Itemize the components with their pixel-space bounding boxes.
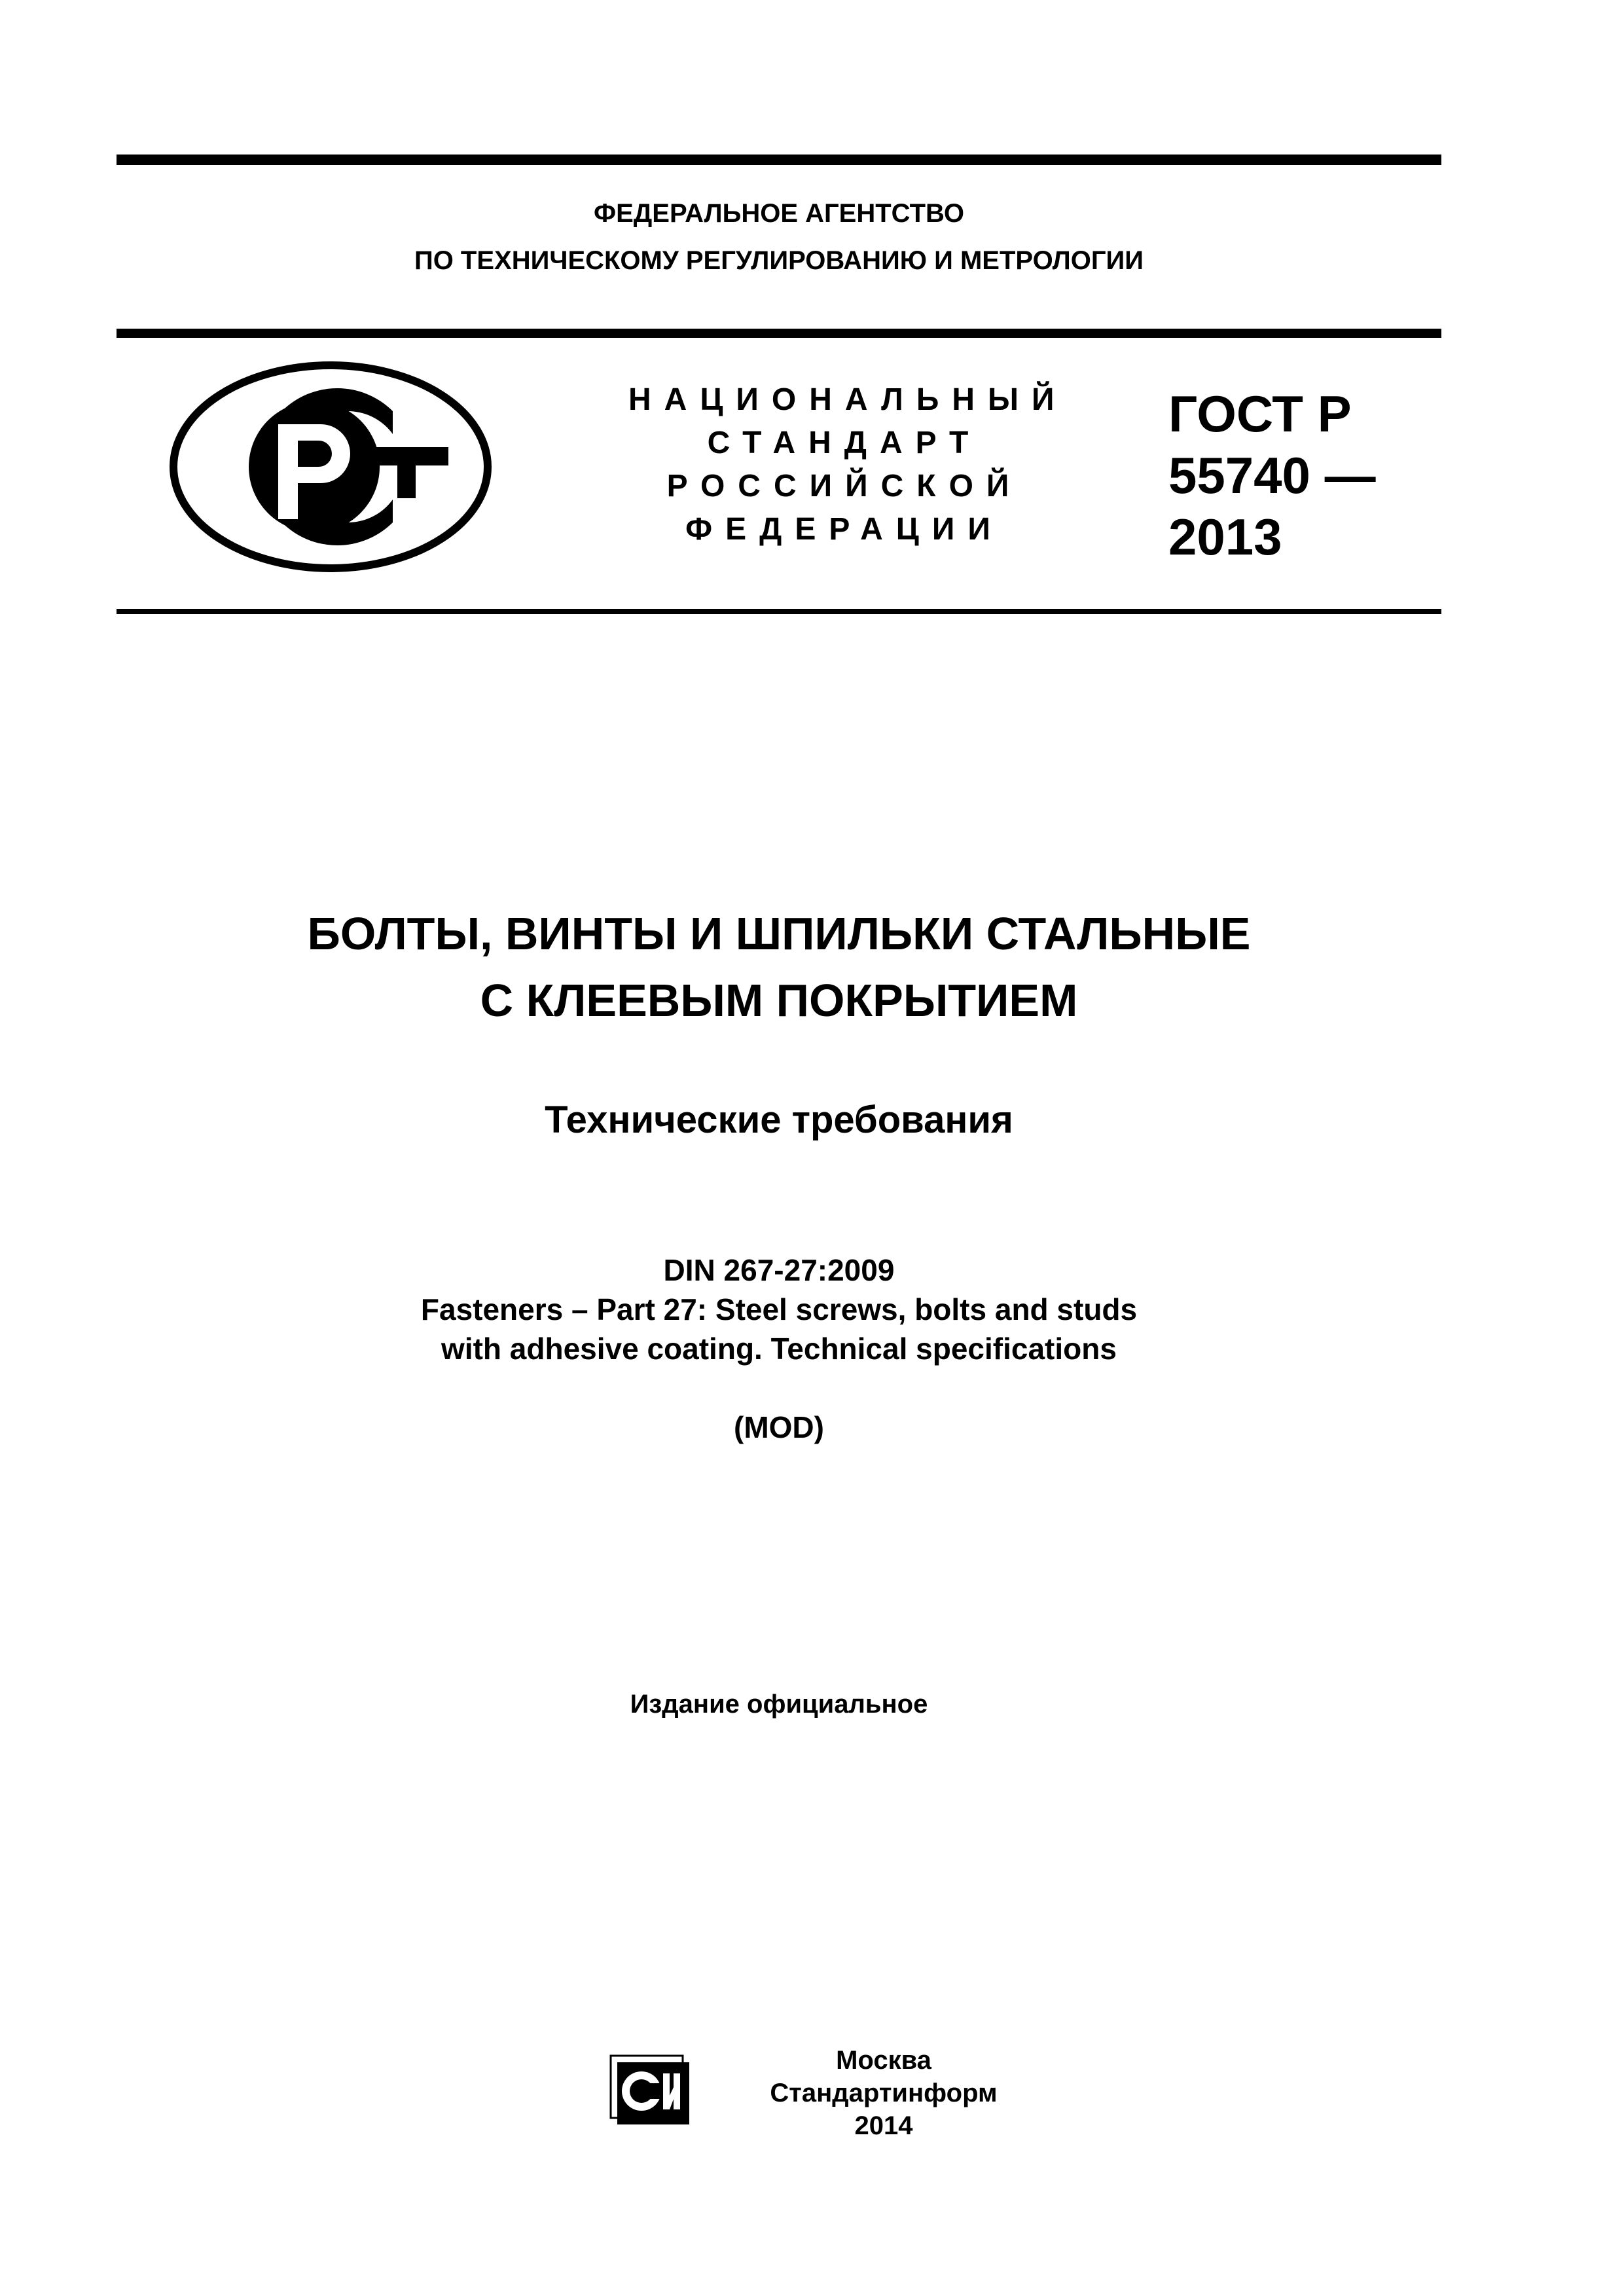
- national-line-1: НАЦИОНАЛЬНЫЙ: [628, 382, 1068, 417]
- publisher-year: 2014: [854, 2111, 913, 2140]
- reference-line-1: DIN 267-27:2009: [663, 1253, 895, 1287]
- gost-line-1: ГОСТ Р: [1168, 385, 1352, 443]
- modification-label: (MOD): [734, 1410, 824, 1444]
- title-line-2: С КЛЕЕВЫМ ПОКРЫТИЕМ: [480, 975, 1078, 1026]
- edition-label: Издание официальное: [630, 1690, 928, 1719]
- national-standard-label: [628, 378, 1068, 551]
- document-title: [117, 900, 1441, 1034]
- header-bottom-rule: [117, 609, 1441, 614]
- reference-standard: [117, 1250, 1441, 1368]
- publisher-city: Москва: [836, 2046, 931, 2075]
- title-line-1: БОЛТЫ, ВИНТЫ И ШПИЛЬКИ СТАЛЬНЫЕ: [307, 908, 1251, 959]
- rst-certification-mark-icon: [167, 359, 494, 575]
- national-line-4: ФЕДЕРАЦИИ: [685, 512, 1003, 547]
- document-subtitle: Технические требования: [545, 1099, 1013, 1141]
- national-line-3: РОССИЙСКОЙ: [666, 469, 1022, 503]
- standartinform-logo-icon: [605, 2050, 697, 2129]
- national-line-2: СТАНДАРТ: [707, 426, 982, 460]
- publisher-info: [707, 2044, 1060, 2142]
- reference-line-3: with adhesive coating. Technical specifications: [441, 1332, 1117, 1366]
- gost-line-2: 55740 —: [1168, 446, 1376, 504]
- publisher-name: Стандартинформ: [770, 2079, 998, 2107]
- header-top-rule: [117, 329, 1441, 338]
- top-rule: [117, 155, 1441, 165]
- gost-line-3: 2013: [1168, 508, 1282, 566]
- gost-designation: [1168, 383, 1376, 568]
- agency-line-2: ПО ТЕХНИЧЕСКОМУ РЕГУЛИРОВАНИЮ И МЕТРОЛОГИИ: [414, 246, 1144, 275]
- agency-line-1: ФЕДЕРАЛЬНОЕ АГЕНТСТВО: [593, 199, 965, 228]
- agency-name: [117, 190, 1441, 284]
- reference-line-2: Fasteners – Part 27: Steel screws, bolts and studs: [420, 1292, 1138, 1326]
